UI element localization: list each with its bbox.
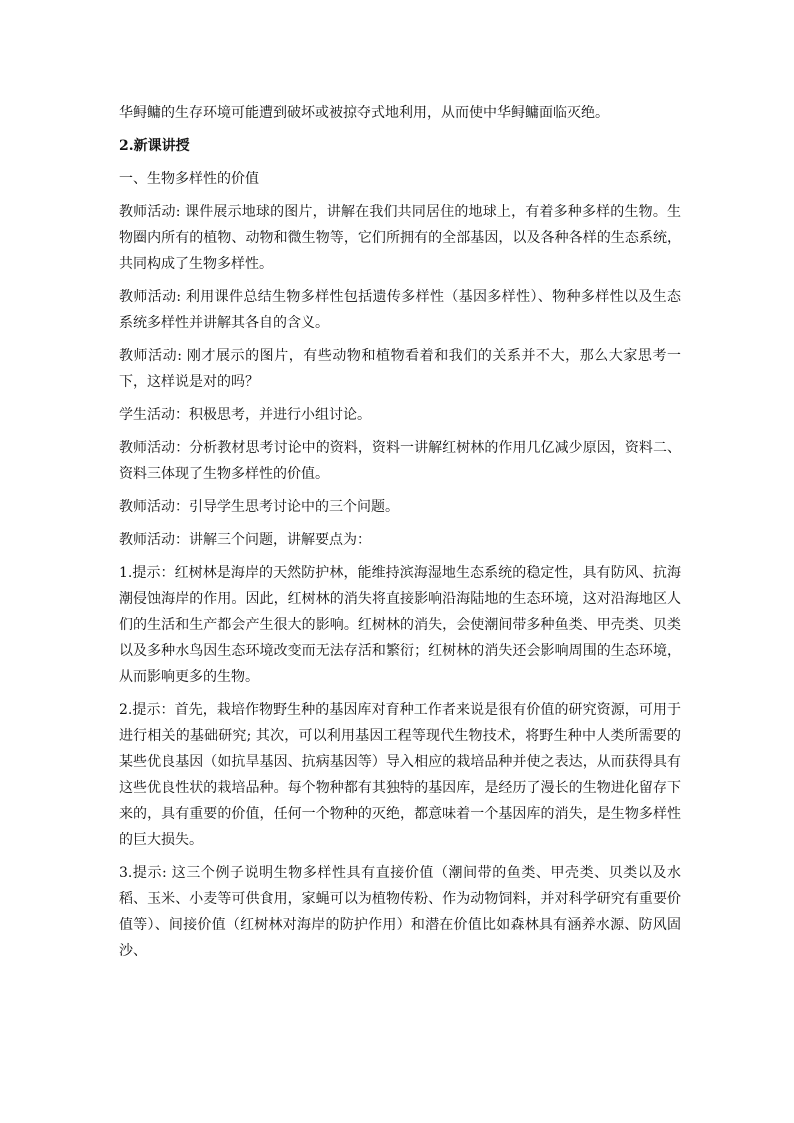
paragraph-teacher-activity-5: 教师活动：引导学生思考讨论中的三个问题。 (119, 499, 399, 515)
paragraph-teacher-activity-3: 教师活动: 刚才展示的图片，有些动物和植物看着和我们的关系并不大，那么大家思考一下，这样说是对的吗？ (119, 348, 681, 390)
paragraph-hint-2: 2.提示：首先，栽培作物野生种的基因库对育种工作者来说是很有价值的研究资源，可用于进行相关的基础研究; 其次，可以利用基因工程等现代生物技术，将野生种中人类所需要的某些优良基因（如抗旱基因、抗病基因等）导入相应的栽培品种并使之表达，从而获得具有这些优良性状的栽培品种。每个物种都有其独特的基因库，是经历了漫长的生物进化留存下来的，具有重要的价值，任何一个物种的灭绝，都意味着一个基因库的消失，是生物多样性的巨大损失。 (119, 702, 681, 848)
section-heading: 2.新课讲授 (119, 138, 190, 154)
paragraph-teacher-activity-6: 教师活动：讲解三个问题，讲解要点为： (119, 532, 371, 548)
document-body (119, 100, 681, 971)
paragraph-hint-3: 3.提示: 这三个例子说明生物多样性具有直接价值（潮间带的鱼类、甲壳类、贝类以及水稻、玉米、小麦等可供食用，家蝇可以为植物传粉、作为动物饲料，并对科学研究有重要价值等）、间接价值（红树林对海岸的防护作用）和潜在价值比如森林具有涵养水源、防风固沙、 (119, 865, 681, 959)
subsection-heading: 一、生物多样性的价值 (119, 171, 259, 187)
paragraph-teacher-activity-1: 教师活动: 课件展示地球的图片，讲解在我们共同居住的地球上，有着多种多样的生物。生物圈内所有的植物、动物和微生物等，它们所拥有的全部基因，以及各种各样的生态系统，共同构成了生物多样性。 (119, 204, 681, 272)
paragraph-continuation: 华鲟鳙的生存环境可能遭到破坏或被掠夺式地利用，从而使中华鲟鳙面临灭绝。 (119, 105, 609, 121)
paragraph-teacher-activity-2: 教师活动: 利用课件总结生物多样性包括遗传多样性（基因多样性）、物种多样性以及生态系统多样性并讲解其各自的含义。 (119, 289, 681, 331)
paragraph-teacher-activity-4: 教师活动：分析教材思考讨论中的资料，资料一讲解红树林的作用几亿减少原因，资料二、资料三体现了生物多样性的价值。 (119, 440, 681, 482)
paragraph-student-activity: 学生活动：积极思考，并进行小组讨论。 (119, 407, 371, 423)
paragraph-hint-1: 1.提示：红树林是海岸的天然防护林，能维持滨海湿地生态系统的稳定性，具有防风、抗海潮侵蚀海岸的作用。因此，红树林的消失将直接影响沿海陆地的生态环境，这对沿海地区人们的生活和生产都会产生很大的影响。红树林的消失，会使潮间带多种鱼类、甲壳类、贝类以及多种水鸟因生态环境改变而无法存活和繁衍；红树林的消失还会影响周围的生态环境，从而影响更多的生物。 (119, 565, 681, 685)
